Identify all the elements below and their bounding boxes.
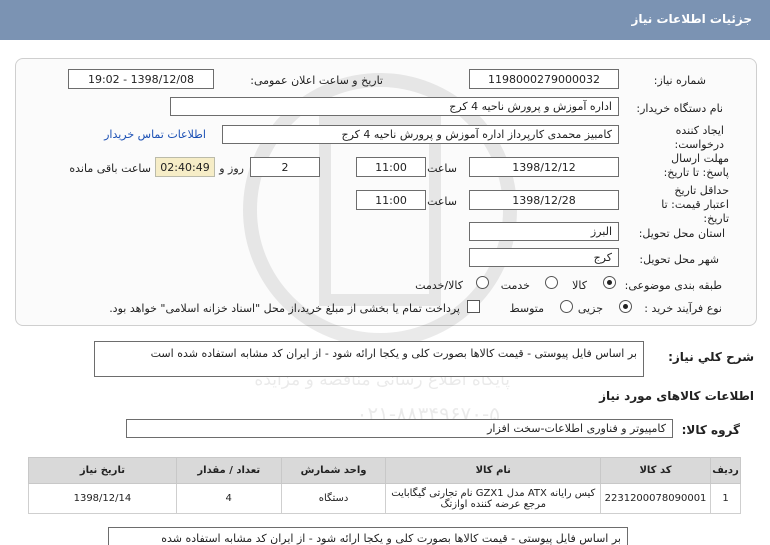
description-field: بر اساس فایل پیوستی - قیمت کالاها بصورت کلی و یکجا ارائه شود - از ایران کد مشابه استفاده شده است [94, 341, 644, 377]
footer-note-field: بر اساس فایل پیوستی - قیمت کالاها بصورت کلی و یکجا ارائه شود - از ایران کد مشابه استفاده شده [108, 527, 628, 545]
category-goods-label: کالا [572, 279, 587, 292]
purchase-medium-label: متوسط [509, 302, 544, 315]
col-unit-header: واحد شمارش [281, 458, 386, 484]
announce-date-field: 1398/12/08 - 19:02 [68, 69, 214, 89]
cell-code: 2231200078090001 [601, 484, 711, 514]
requester-field: کامبیز محمدی کارپرداز اداره آموزش و پرورش ناحیه 4 کرج [222, 125, 619, 144]
need-number-field: 1198000279000032 [469, 69, 619, 89]
goods-group-label: گروه کالا: [681, 423, 740, 437]
goods-section-title: اطلاعات کالاهای مورد نیاز [599, 389, 754, 403]
category-label: طبقه بندی موضوعی: [624, 279, 722, 292]
col-qty-header: تعداد / مقدار [176, 458, 281, 484]
announce-date-label: تاریخ و ساعت اعلان عمومی: [250, 74, 383, 87]
days-label: روز و [219, 162, 244, 175]
buyer-org-label: نام دستگاه خریدار: [636, 102, 723, 115]
goods-table [28, 457, 741, 514]
table-header-row [29, 458, 741, 484]
category-goods-service-radio[interactable] [476, 276, 489, 289]
validity-time-label: ساعت [427, 195, 457, 208]
watermark-phone: ۰۲۱-۸۸۳۴۹۶۷۰-۵ [356, 402, 500, 426]
cell-unit: دستگاه [281, 484, 386, 514]
col-name-header: نام کالا [386, 458, 601, 484]
validity-time-field: 11:00 [356, 190, 426, 210]
remaining-time-label: ساعت باقی مانده [69, 162, 151, 175]
table-row [29, 484, 741, 514]
description-label: شرح کلي نياز: [668, 350, 754, 364]
deadline-date-field: 1398/12/12 [469, 157, 619, 177]
cell-qty: 4 [176, 484, 281, 514]
city-field: کرج [469, 248, 619, 267]
col-code-header: کد کالا [601, 458, 711, 484]
cell-date: 1398/12/14 [29, 484, 177, 514]
days-field: 2 [250, 157, 320, 177]
col-row-header: ردیف [711, 458, 741, 484]
page-header [0, 0, 770, 40]
need-number-label: شماره نیاز: [653, 74, 706, 87]
validity-label: حداقل تاریخ اعتبار قیمت: تا تاریخ: [661, 184, 729, 225]
city-label: شهر محل تحویل: [639, 253, 719, 266]
cell-row: 1 [711, 484, 741, 514]
category-goods-service-label: کالا/خدمت [415, 279, 463, 292]
deadline-time-field: 11:00 [356, 157, 426, 177]
deadline-label: مهلت ارسال پاسخ: تا تاریخ: [663, 152, 729, 179]
buyer-org-field: اداره آموزش و پرورش ناحیه 4 کرج [170, 97, 619, 116]
purchase-type-label: نوع فرآیند خرید : [644, 302, 722, 315]
category-goods-radio[interactable] [603, 276, 616, 289]
page-title: جزئیات اطلاعات نیاز [631, 12, 752, 26]
purchase-medium-radio[interactable] [560, 300, 573, 313]
watermark-text: پایگاه اطلاع رسانی مناقصه و مزایده [254, 370, 510, 390]
remaining-time-timer: 02:40:49 [155, 157, 215, 177]
goods-group-field: کامپیوتر و فناوری اطلاعات-سخت افزار [126, 419, 673, 438]
validity-date-field: 1398/12/28 [469, 190, 619, 210]
purchase-minor-label: جزیی [577, 302, 603, 315]
cell-name: کیس رایانه ATX مدل GZX1 نام تجارتی گیگابایت مرجع عرضه کننده اوازتگ [386, 484, 601, 514]
treasury-note: پرداخت تمام یا بخشی از مبلغ خرید،از محل "اسناد خزانه اسلامی" خواهد بود. [109, 302, 460, 315]
province-label: استان محل تحویل: [638, 227, 725, 240]
treasury-checkbox[interactable] [467, 300, 480, 313]
purchase-minor-radio[interactable] [619, 300, 632, 313]
deadline-time-label: ساعت [427, 162, 457, 175]
category-service-radio[interactable] [545, 276, 558, 289]
col-date-header: تاریخ نیاز [29, 458, 177, 484]
category-service-label: خدمت [500, 279, 530, 292]
requester-label: ایجاد کننده درخواست: [674, 124, 724, 151]
buyer-contact-link[interactable]: اطلاعات تماس خریدار [104, 128, 206, 141]
province-field: البرز [469, 222, 619, 241]
